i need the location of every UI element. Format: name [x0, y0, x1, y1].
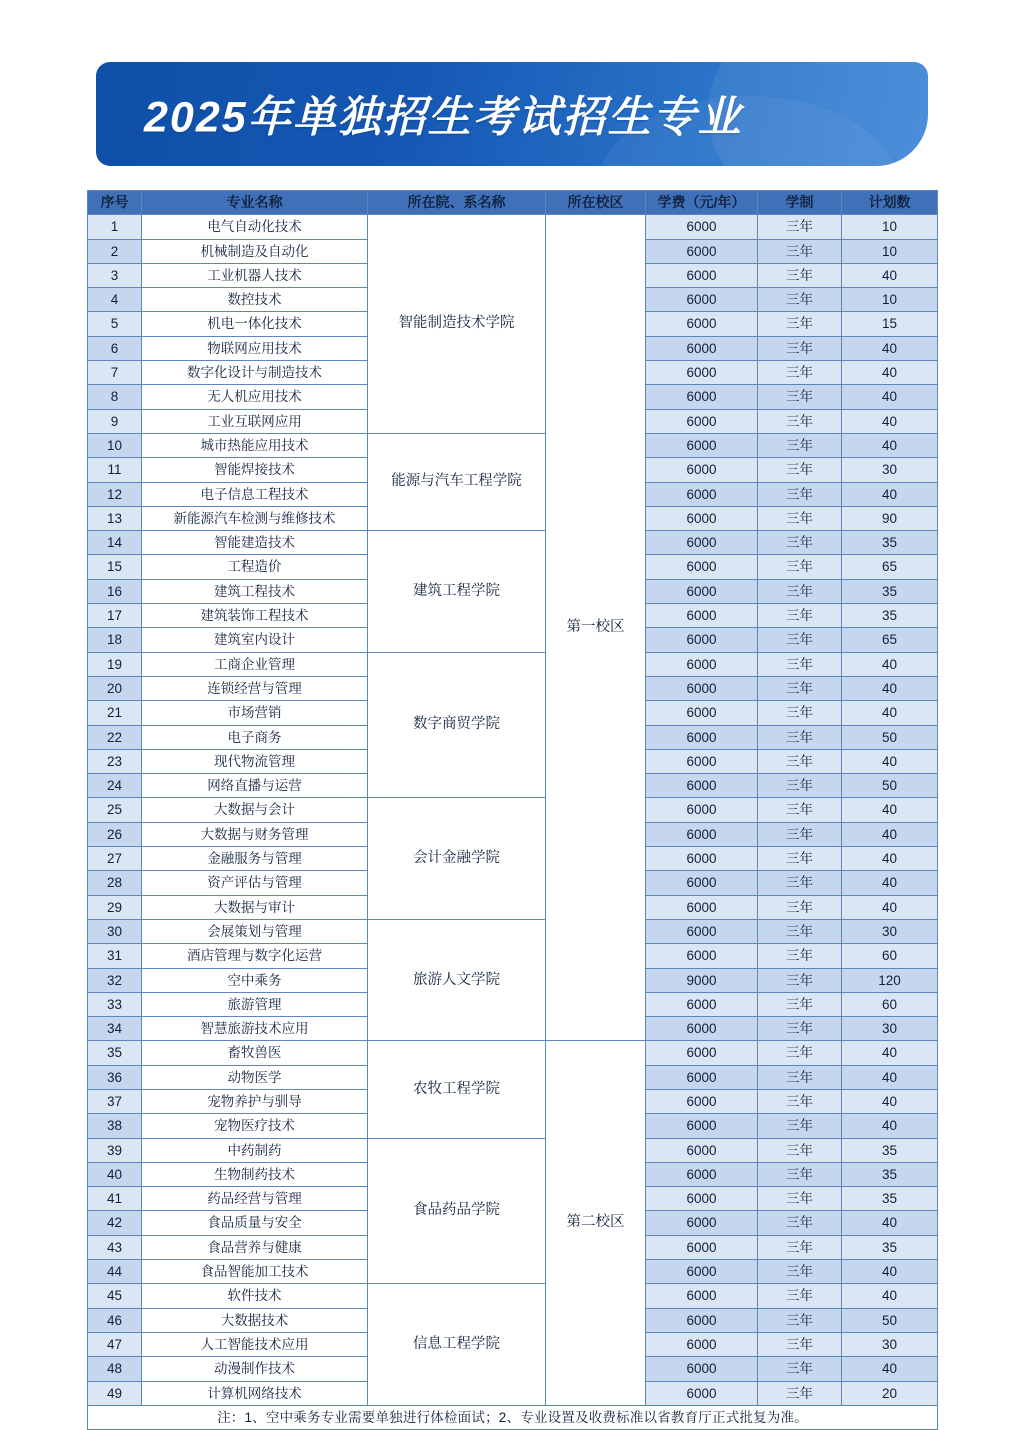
- cell-plan-count: 10: [842, 239, 938, 263]
- cell-duration: 三年: [758, 1114, 842, 1138]
- cell-tuition-fee: 6000: [646, 676, 758, 700]
- page-title: 2025年单独招生考试招生专业: [144, 93, 743, 142]
- majors-table: [87, 190, 938, 1430]
- table-header-row: [88, 191, 938, 215]
- cell-plan-count: 20: [842, 1381, 938, 1405]
- cell-index: 44: [88, 1260, 142, 1284]
- cell-major-name: 畜牧兽医: [142, 1041, 368, 1065]
- cell-duration: 三年: [758, 385, 842, 409]
- cell-tuition-fee: 6000: [646, 628, 758, 652]
- cell-major-name: 物联网应用技术: [142, 336, 368, 360]
- cell-index: 48: [88, 1357, 142, 1381]
- cell-duration: 三年: [758, 847, 842, 871]
- cell-major-name: 食品营养与健康: [142, 1235, 368, 1259]
- cell-index: 11: [88, 458, 142, 482]
- cell-major-name: 人工智能技术应用: [142, 1332, 368, 1356]
- cell-tuition-fee: 6000: [646, 1162, 758, 1186]
- cell-major-name: 生物制药技术: [142, 1162, 368, 1186]
- cell-duration: 三年: [758, 409, 842, 433]
- cell-major-name: 网络直播与运营: [142, 774, 368, 798]
- cell-major-name: 旅游管理: [142, 992, 368, 1016]
- cell-index: 26: [88, 822, 142, 846]
- cell-index: 7: [88, 361, 142, 385]
- cell-index: 9: [88, 409, 142, 433]
- cell-tuition-fee: 6000: [646, 1211, 758, 1235]
- cell-duration: 三年: [758, 822, 842, 846]
- cell-tuition-fee: 6000: [646, 822, 758, 846]
- cell-index: 5: [88, 312, 142, 336]
- cell-major-name: 药品经营与管理: [142, 1187, 368, 1211]
- cell-index: 22: [88, 725, 142, 749]
- cell-major-name: 无人机应用技术: [142, 385, 368, 409]
- cell-tuition-fee: 6000: [646, 312, 758, 336]
- cell-plan-count: 30: [842, 1017, 938, 1041]
- cell-index: 1: [88, 215, 142, 239]
- table-row: [88, 215, 938, 239]
- cell-major-name: 机械制造及自动化: [142, 239, 368, 263]
- cell-tuition-fee: 6000: [646, 919, 758, 943]
- cell-tuition-fee: 6000: [646, 871, 758, 895]
- cell-major-name: 电气自动化技术: [142, 215, 368, 239]
- cell-tuition-fee: 6000: [646, 336, 758, 360]
- cell-plan-count: 40: [842, 676, 938, 700]
- table-body: [88, 215, 938, 1406]
- cell-department: 农牧工程学院: [368, 1041, 546, 1138]
- cell-index: 29: [88, 895, 142, 919]
- cell-index: 38: [88, 1114, 142, 1138]
- cell-plan-count: 40: [842, 1211, 938, 1235]
- table-row: [88, 798, 938, 822]
- cell-tuition-fee: 6000: [646, 506, 758, 530]
- cell-major-name: 电子信息工程技术: [142, 482, 368, 506]
- cell-duration: 三年: [758, 239, 842, 263]
- cell-plan-count: 40: [842, 871, 938, 895]
- cell-major-name: 食品智能加工技术: [142, 1260, 368, 1284]
- table-row: [88, 1138, 938, 1162]
- cell-major-name: 大数据与审计: [142, 895, 368, 919]
- cell-index: 34: [88, 1017, 142, 1041]
- column-header-dept: 所在院、系名称: [368, 191, 546, 215]
- cell-tuition-fee: 6000: [646, 992, 758, 1016]
- cell-duration: 三年: [758, 919, 842, 943]
- cell-major-name: 动漫制作技术: [142, 1357, 368, 1381]
- cell-index: 18: [88, 628, 142, 652]
- cell-plan-count: 40: [842, 1284, 938, 1308]
- cell-tuition-fee: 6000: [646, 1381, 758, 1405]
- cell-tuition-fee: 6000: [646, 701, 758, 725]
- cell-tuition-fee: 6000: [646, 288, 758, 312]
- cell-tuition-fee: 6000: [646, 579, 758, 603]
- cell-index: 16: [88, 579, 142, 603]
- table-row: [88, 1041, 938, 1065]
- cell-major-name: 数控技术: [142, 288, 368, 312]
- table-row: [88, 652, 938, 676]
- column-header-index: 序号: [88, 191, 142, 215]
- cell-duration: 三年: [758, 628, 842, 652]
- cell-major-name: 宠物医疗技术: [142, 1114, 368, 1138]
- cell-index: 46: [88, 1308, 142, 1332]
- cell-index: 10: [88, 433, 142, 457]
- cell-plan-count: 40: [842, 433, 938, 457]
- cell-plan-count: 30: [842, 458, 938, 482]
- cell-plan-count: 65: [842, 628, 938, 652]
- cell-duration: 三年: [758, 1041, 842, 1065]
- cell-plan-count: 50: [842, 1308, 938, 1332]
- cell-plan-count: 120: [842, 968, 938, 992]
- cell-campus: 第一校区: [546, 215, 646, 1041]
- cell-tuition-fee: 6000: [646, 774, 758, 798]
- cell-plan-count: 40: [842, 1260, 938, 1284]
- table-note: 注：1、空中乘务专业需要单独进行体检面试；2、专业设置及收费标准以省教育厅正式批复为准。: [88, 1405, 938, 1429]
- cell-duration: 三年: [758, 1332, 842, 1356]
- cell-plan-count: 40: [842, 1089, 938, 1113]
- cell-duration: 三年: [758, 579, 842, 603]
- cell-index: 27: [88, 847, 142, 871]
- cell-major-name: 建筑装饰工程技术: [142, 604, 368, 628]
- cell-index: 31: [88, 944, 142, 968]
- cell-plan-count: 40: [842, 385, 938, 409]
- table-row: [88, 1284, 938, 1308]
- cell-duration: 三年: [758, 1260, 842, 1284]
- cell-plan-count: 40: [842, 895, 938, 919]
- cell-plan-count: 35: [842, 1187, 938, 1211]
- cell-duration: 三年: [758, 1017, 842, 1041]
- cell-plan-count: 40: [842, 701, 938, 725]
- cell-index: 25: [88, 798, 142, 822]
- cell-tuition-fee: 6000: [646, 361, 758, 385]
- cell-major-name: 软件技术: [142, 1284, 368, 1308]
- cell-major-name: 建筑工程技术: [142, 579, 368, 603]
- cell-major-name: 新能源汽车检测与维修技术: [142, 506, 368, 530]
- cell-index: 4: [88, 288, 142, 312]
- cell-tuition-fee: 6000: [646, 1260, 758, 1284]
- cell-major-name: 大数据与会计: [142, 798, 368, 822]
- cell-department: 能源与汽车工程学院: [368, 433, 546, 530]
- cell-tuition-fee: 6000: [646, 555, 758, 579]
- column-header-campus: 所在校区: [546, 191, 646, 215]
- cell-duration: 三年: [758, 992, 842, 1016]
- column-header-years: 学制: [758, 191, 842, 215]
- cell-plan-count: 40: [842, 798, 938, 822]
- cell-duration: 三年: [758, 482, 842, 506]
- cell-major-name: 智能建造技术: [142, 531, 368, 555]
- cell-major-name: 金融服务与管理: [142, 847, 368, 871]
- cell-plan-count: 60: [842, 992, 938, 1016]
- cell-duration: 三年: [758, 604, 842, 628]
- cell-duration: 三年: [758, 1381, 842, 1405]
- cell-duration: 三年: [758, 555, 842, 579]
- cell-major-name: 动物医学: [142, 1065, 368, 1089]
- cell-major-name: 宠物养护与驯导: [142, 1089, 368, 1113]
- cell-plan-count: 40: [842, 1041, 938, 1065]
- cell-duration: 三年: [758, 506, 842, 530]
- cell-tuition-fee: 6000: [646, 944, 758, 968]
- cell-tuition-fee: 6000: [646, 385, 758, 409]
- cell-plan-count: 40: [842, 263, 938, 287]
- cell-duration: 三年: [758, 531, 842, 555]
- table-footer: [88, 1405, 938, 1429]
- cell-duration: 三年: [758, 1089, 842, 1113]
- cell-plan-count: 65: [842, 555, 938, 579]
- cell-plan-count: 40: [842, 1114, 938, 1138]
- cell-major-name: 连锁经营与管理: [142, 676, 368, 700]
- cell-plan-count: 30: [842, 919, 938, 943]
- column-header-fee: 学费（元/年）: [646, 191, 758, 215]
- cell-department: 会计金融学院: [368, 798, 546, 919]
- cell-tuition-fee: 6000: [646, 725, 758, 749]
- cell-major-name: 工业互联网应用: [142, 409, 368, 433]
- cell-duration: 三年: [758, 1138, 842, 1162]
- cell-index: 17: [88, 604, 142, 628]
- cell-campus: 第二校区: [546, 1041, 646, 1405]
- table-header: [88, 191, 938, 215]
- cell-major-name: 智能焊接技术: [142, 458, 368, 482]
- cell-plan-count: 15: [842, 312, 938, 336]
- cell-tuition-fee: 6000: [646, 1041, 758, 1065]
- cell-plan-count: 10: [842, 288, 938, 312]
- cell-duration: 三年: [758, 798, 842, 822]
- cell-index: 8: [88, 385, 142, 409]
- cell-major-name: 现代物流管理: [142, 749, 368, 773]
- cell-duration: 三年: [758, 676, 842, 700]
- cell-duration: 三年: [758, 1211, 842, 1235]
- cell-plan-count: 40: [842, 482, 938, 506]
- cell-duration: 三年: [758, 336, 842, 360]
- cell-index: 41: [88, 1187, 142, 1211]
- cell-major-name: 智慧旅游技术应用: [142, 1017, 368, 1041]
- cell-plan-count: 35: [842, 1235, 938, 1259]
- cell-tuition-fee: 6000: [646, 1284, 758, 1308]
- cell-tuition-fee: 6000: [646, 1187, 758, 1211]
- cell-tuition-fee: 6000: [646, 1235, 758, 1259]
- cell-index: 30: [88, 919, 142, 943]
- cell-tuition-fee: 6000: [646, 1089, 758, 1113]
- cell-tuition-fee: 6000: [646, 895, 758, 919]
- cell-duration: 三年: [758, 458, 842, 482]
- cell-tuition-fee: 6000: [646, 749, 758, 773]
- cell-major-name: 机电一体化技术: [142, 312, 368, 336]
- cell-duration: 三年: [758, 895, 842, 919]
- cell-tuition-fee: 6000: [646, 531, 758, 555]
- column-header-major: 专业名称: [142, 191, 368, 215]
- majors-table-container: [87, 190, 937, 1430]
- cell-tuition-fee: 6000: [646, 1065, 758, 1089]
- cell-duration: 三年: [758, 701, 842, 725]
- note-row: [88, 1405, 938, 1429]
- cell-plan-count: 40: [842, 847, 938, 871]
- cell-index: 39: [88, 1138, 142, 1162]
- cell-tuition-fee: 6000: [646, 1332, 758, 1356]
- cell-duration: 三年: [758, 725, 842, 749]
- cell-plan-count: 40: [842, 336, 938, 360]
- cell-duration: 三年: [758, 288, 842, 312]
- cell-index: 35: [88, 1041, 142, 1065]
- cell-major-name: 工业机器人技术: [142, 263, 368, 287]
- cell-major-name: 工商企业管理: [142, 652, 368, 676]
- cell-index: 14: [88, 531, 142, 555]
- cell-duration: 三年: [758, 361, 842, 385]
- cell-index: 36: [88, 1065, 142, 1089]
- cell-index: 15: [88, 555, 142, 579]
- cell-duration: 三年: [758, 1162, 842, 1186]
- cell-index: 2: [88, 239, 142, 263]
- cell-duration: 三年: [758, 1357, 842, 1381]
- cell-index: 45: [88, 1284, 142, 1308]
- cell-index: 47: [88, 1332, 142, 1356]
- cell-plan-count: 50: [842, 725, 938, 749]
- cell-plan-count: 35: [842, 579, 938, 603]
- cell-tuition-fee: 6000: [646, 458, 758, 482]
- cell-index: 37: [88, 1089, 142, 1113]
- cell-major-name: 资产评估与管理: [142, 871, 368, 895]
- cell-major-name: 电子商务: [142, 725, 368, 749]
- cell-major-name: 数字化设计与制造技术: [142, 361, 368, 385]
- cell-index: 49: [88, 1381, 142, 1405]
- cell-index: 32: [88, 968, 142, 992]
- cell-plan-count: 40: [842, 361, 938, 385]
- cell-plan-count: 30: [842, 1332, 938, 1356]
- cell-tuition-fee: 6000: [646, 263, 758, 287]
- cell-duration: 三年: [758, 312, 842, 336]
- cell-major-name: 中药制药: [142, 1138, 368, 1162]
- cell-tuition-fee: 6000: [646, 433, 758, 457]
- cell-plan-count: 60: [842, 944, 938, 968]
- cell-duration: 三年: [758, 871, 842, 895]
- cell-duration: 三年: [758, 652, 842, 676]
- cell-department: 建筑工程学院: [368, 531, 546, 652]
- cell-major-name: 空中乘务: [142, 968, 368, 992]
- cell-major-name: 酒店管理与数字化运营: [142, 944, 368, 968]
- cell-duration: 三年: [758, 944, 842, 968]
- cell-tuition-fee: 6000: [646, 482, 758, 506]
- cell-tuition-fee: 6000: [646, 1114, 758, 1138]
- cell-index: 19: [88, 652, 142, 676]
- cell-major-name: 计算机网络技术: [142, 1381, 368, 1405]
- cell-plan-count: 90: [842, 506, 938, 530]
- cell-major-name: 建筑室内设计: [142, 628, 368, 652]
- cell-department: 智能制造技术学院: [368, 215, 546, 434]
- cell-plan-count: 35: [842, 604, 938, 628]
- cell-tuition-fee: 6000: [646, 1138, 758, 1162]
- cell-tuition-fee: 6000: [646, 604, 758, 628]
- cell-index: 20: [88, 676, 142, 700]
- cell-plan-count: 40: [842, 1065, 938, 1089]
- cell-tuition-fee: 6000: [646, 409, 758, 433]
- cell-department: 数字商贸学院: [368, 652, 546, 798]
- cell-tuition-fee: 6000: [646, 1308, 758, 1332]
- cell-tuition-fee: 6000: [646, 798, 758, 822]
- cell-major-name: 大数据与财务管理: [142, 822, 368, 846]
- cell-index: 13: [88, 506, 142, 530]
- cell-duration: 三年: [758, 215, 842, 239]
- cell-major-name: 大数据技术: [142, 1308, 368, 1332]
- cell-plan-count: 50: [842, 774, 938, 798]
- cell-duration: 三年: [758, 263, 842, 287]
- cell-tuition-fee: 9000: [646, 968, 758, 992]
- cell-major-name: 会展策划与管理: [142, 919, 368, 943]
- cell-department: 食品药品学院: [368, 1138, 546, 1284]
- cell-plan-count: 40: [842, 749, 938, 773]
- cell-plan-count: 10: [842, 215, 938, 239]
- cell-index: 24: [88, 774, 142, 798]
- column-header-plan: 计划数: [842, 191, 938, 215]
- cell-duration: 三年: [758, 433, 842, 457]
- cell-tuition-fee: 6000: [646, 1357, 758, 1381]
- cell-tuition-fee: 6000: [646, 1017, 758, 1041]
- cell-plan-count: 40: [842, 652, 938, 676]
- cell-plan-count: 40: [842, 1357, 938, 1381]
- cell-plan-count: 40: [842, 822, 938, 846]
- table-row: [88, 531, 938, 555]
- cell-index: 23: [88, 749, 142, 773]
- cell-duration: 三年: [758, 1235, 842, 1259]
- cell-tuition-fee: 6000: [646, 847, 758, 871]
- cell-tuition-fee: 6000: [646, 652, 758, 676]
- cell-department: 旅游人文学院: [368, 919, 546, 1040]
- cell-plan-count: 40: [842, 409, 938, 433]
- cell-index: 40: [88, 1162, 142, 1186]
- cell-tuition-fee: 6000: [646, 239, 758, 263]
- table-row: [88, 433, 938, 457]
- cell-duration: 三年: [758, 1187, 842, 1211]
- cell-index: 6: [88, 336, 142, 360]
- cell-duration: 三年: [758, 1284, 842, 1308]
- cell-index: 3: [88, 263, 142, 287]
- cell-tuition-fee: 6000: [646, 215, 758, 239]
- cell-duration: 三年: [758, 749, 842, 773]
- cell-index: 33: [88, 992, 142, 1016]
- cell-major-name: 城市热能应用技术: [142, 433, 368, 457]
- cell-index: 21: [88, 701, 142, 725]
- cell-plan-count: 35: [842, 1138, 938, 1162]
- cell-plan-count: 35: [842, 1162, 938, 1186]
- cell-major-name: 食品质量与安全: [142, 1211, 368, 1235]
- cell-index: 43: [88, 1235, 142, 1259]
- cell-major-name: 市场营销: [142, 701, 368, 725]
- cell-index: 12: [88, 482, 142, 506]
- cell-duration: 三年: [758, 1308, 842, 1332]
- cell-index: 28: [88, 871, 142, 895]
- cell-duration: 三年: [758, 1065, 842, 1089]
- cell-plan-count: 35: [842, 531, 938, 555]
- cell-duration: 三年: [758, 968, 842, 992]
- cell-department: 信息工程学院: [368, 1284, 546, 1405]
- header-banner: [96, 62, 928, 166]
- cell-major-name: 工程造价: [142, 555, 368, 579]
- table-row: [88, 919, 938, 943]
- cell-index: 42: [88, 1211, 142, 1235]
- cell-duration: 三年: [758, 774, 842, 798]
